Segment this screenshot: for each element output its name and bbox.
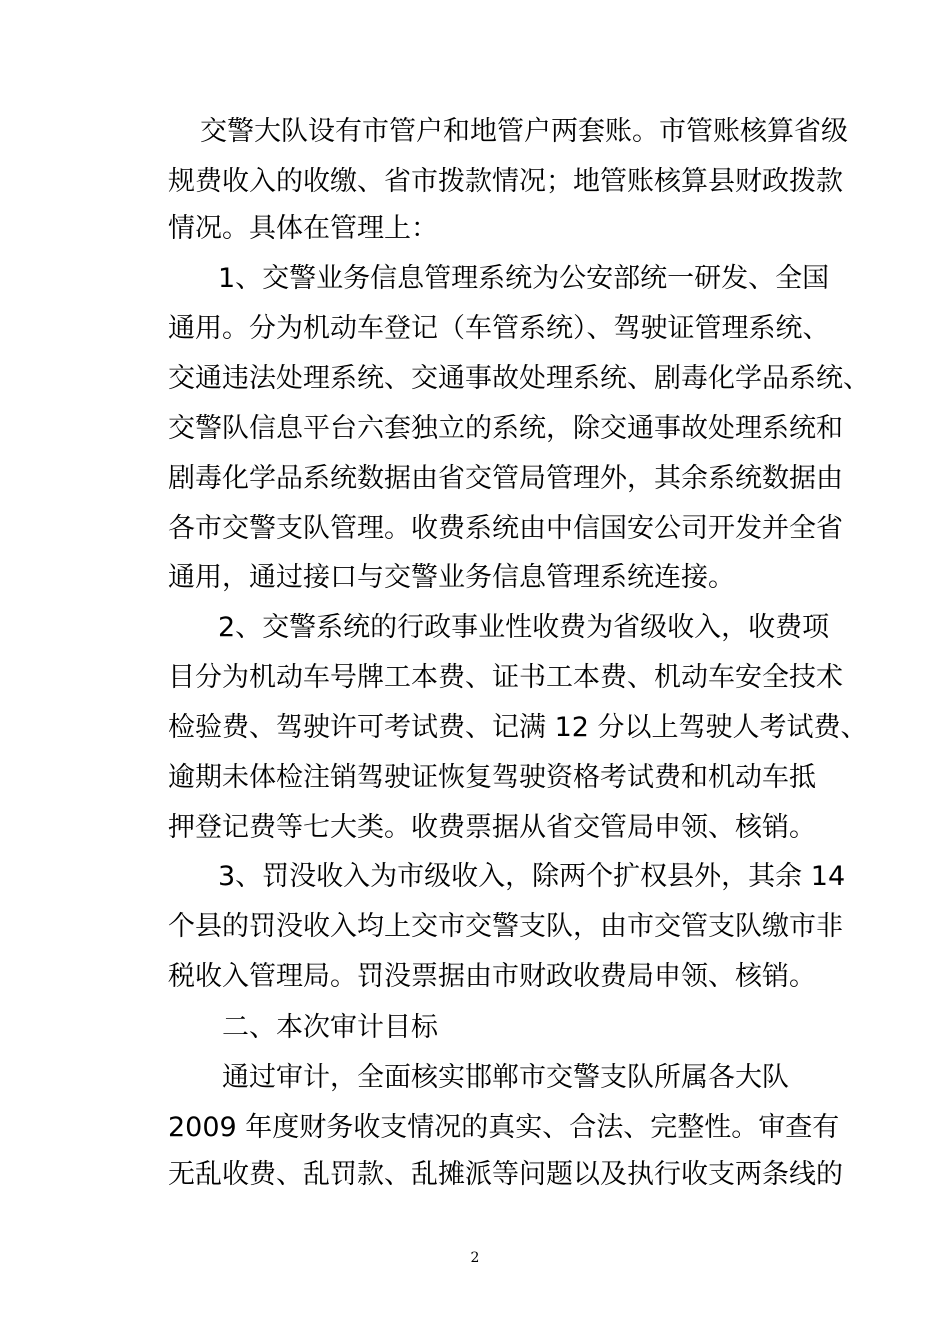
paragraph-line: 个县的罚没收入均上交市交警支队，由市交管支队缴市非 (168, 911, 843, 942)
paragraph-line: 押登记费等七大类。收费票据从省交管局申领、核销。 (168, 812, 816, 843)
paragraph-line: 交警队信息平台六套独立的系统，除交通事故处理系统和 (168, 413, 843, 444)
paragraph-line: 逾期未体检注销驾驶证恢复驾驶资格考试费和机动车抵 (168, 762, 816, 793)
paragraph-line: 交通违法处理系统、交通事故处理系统、剧毒化学品系统、 (168, 363, 870, 394)
paragraph-line: 规费收入的收缴、省市拨款情况；地管账核算县财政拨款 (168, 166, 843, 197)
paragraph-line: 2009 年度财务收支情况的真实、合法、完整性。审查有 (168, 1112, 840, 1143)
paragraph-line: 通用。分为机动车登记（车管系统）、驾驶证管理系统、 (168, 313, 830, 344)
paragraph-line: 3、罚没收入为市级收入，除两个扩权县外，其余 14 (218, 861, 846, 892)
paragraph-line: 各市交警支队管理。收费系统由中信国安公司开发并全省 (168, 513, 843, 544)
paragraph-line: 2、交警系统的行政事业性收费为省级收入，收费项 (218, 612, 830, 643)
page-number: 2 (470, 1250, 480, 1266)
paragraph-line: 税收入管理局。罚没票据由市财政收费局申领、核销。 (168, 961, 816, 992)
paragraph-line: 交警大队设有市管户和地管户两套账。市管账核算省级 (200, 116, 848, 147)
section-heading: 二、本次审计目标 (222, 1012, 438, 1043)
paragraph-line: 无乱收费、乱罚款、乱摊派等问题以及执行收支两条线的 (168, 1159, 843, 1190)
paragraph-line: 目分为机动车号牌工本费、证书工本费、机动车安全技术 (168, 662, 843, 693)
paragraph-line: 剧毒化学品系统数据由省交管局管理外，其余系统数据由 (168, 463, 843, 494)
paragraph-line: 检验费、驾驶许可考试费、记满 12 分以上驾驶人考试费、 (168, 712, 868, 743)
paragraph-line: 通过审计，全面核实邯郸市交警支队所属各大队 (222, 1062, 789, 1093)
paragraph-line: 1、交警业务信息管理系统为公安部统一研发、全国 (218, 263, 830, 294)
paragraph-line: 情况。具体在管理上： (168, 213, 438, 244)
paragraph-line: 通用，通过接口与交警业务信息管理系统连接。 (168, 562, 735, 593)
